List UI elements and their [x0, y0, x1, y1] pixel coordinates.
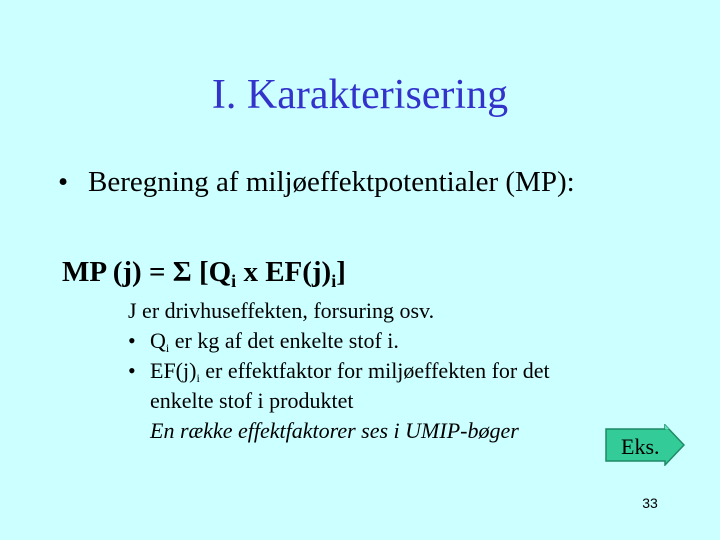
ef-subscript: i	[196, 371, 200, 385]
slide-title: I. Karakterisering	[211, 72, 509, 118]
formula-part-1: MP (j) = Σ [Q	[62, 256, 232, 288]
qi-description: er kg af det enkelte stof i.	[169, 328, 399, 353]
bullet-marker: •	[128, 328, 136, 353]
bullet-marker: •	[58, 166, 69, 198]
qi-subscript: i	[165, 341, 170, 355]
ef-description: er effektfaktor for miljøeffekten for det	[199, 358, 550, 383]
formula-subscript-1: i	[231, 271, 237, 291]
formula-subscript-2: i	[331, 271, 337, 291]
main-bullet	[58, 162, 575, 202]
ef-symbol: EF(j)	[150, 358, 197, 383]
main-bullet-text: Beregning af miljøeffektpotentialer (MP):	[88, 166, 575, 198]
formula-part-2: x EF(j)	[236, 256, 332, 288]
bullet-marker: •	[128, 358, 136, 383]
formula-part-3: ]	[336, 256, 346, 288]
details-list	[128, 296, 618, 446]
detail-bullet-qi	[128, 326, 618, 356]
detail-line-1: J er drivhuseffekten, forsuring osv.	[128, 298, 435, 323]
detail-bullet-ef	[128, 356, 618, 386]
example-button-label: Eks.	[621, 434, 660, 459]
ef-description-continued: enkelte stof i produktet	[150, 388, 354, 413]
formula	[62, 252, 346, 292]
qi-symbol: Q	[150, 328, 166, 353]
italic-note: En række effektfaktorer ses i UMIP-bøger	[150, 418, 519, 443]
example-button[interactable]	[605, 424, 685, 466]
page-number: 33	[642, 495, 658, 511]
